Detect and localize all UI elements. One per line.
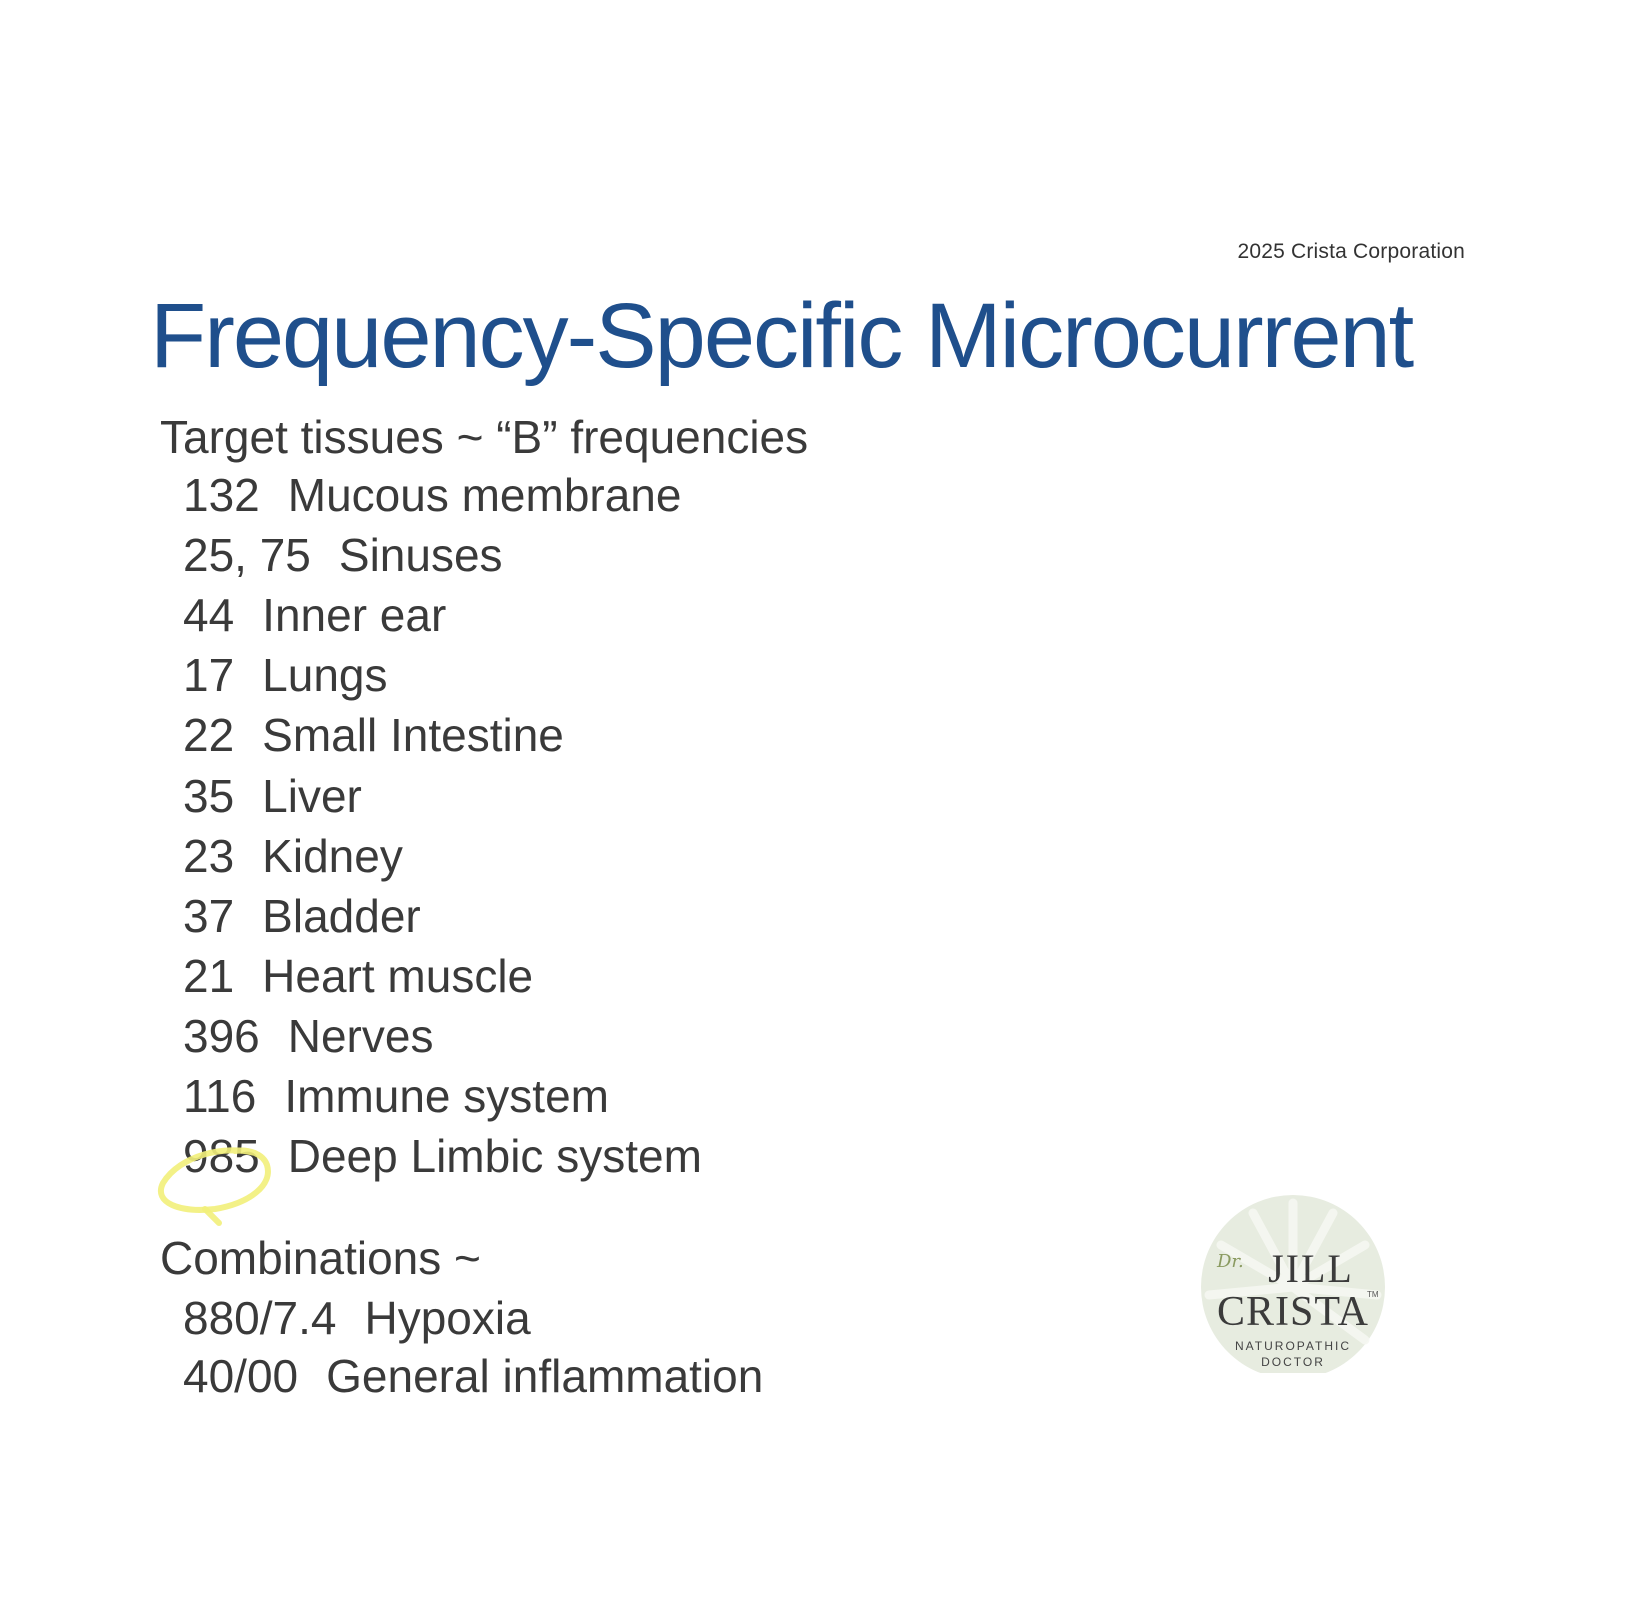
target-row [183,950,534,1002]
frequency-value: 22 [183,709,235,761]
frequency-value: 37 [183,890,235,942]
tissue-label: Lungs [262,649,388,701]
frequency-value: 17 [183,649,235,701]
target-row [183,589,447,641]
target-row [183,709,564,761]
logo-trademark: TM [1367,1290,1379,1299]
target-row [183,529,503,581]
frequency-value: 40/00 [183,1350,299,1402]
logo-first-name: JILL [1268,1246,1354,1291]
frequency-value: 35 [183,770,235,822]
combination-row [183,1350,764,1402]
tissue-label: Liver [262,770,362,822]
copyright-notice: 2025 Crista Corporation [1237,240,1465,263]
tissue-label: Inner ear [262,589,447,641]
frequency-value: 880/7.4 [183,1292,337,1344]
logo-dr-prefix: Dr. [1217,1251,1244,1272]
frequency-value: 116 [183,1070,257,1122]
frequency-value: 23 [183,830,235,882]
tissue-label: Nerves [287,1010,434,1062]
target-tissues-heading: Target tissues ~ “B” frequencies [160,411,809,463]
tissue-label: Sinuses [338,529,503,581]
frequency-value: 132 [183,469,260,521]
page-title: Frequency-Specific Microcurrent [150,285,1413,387]
logo-subtitle-line-2: DOCTOR [1261,1355,1325,1369]
tissue-label: Hypoxia [364,1292,531,1344]
tissue-label: General inflammation [326,1350,764,1402]
frequency-value: 44 [183,589,235,641]
frequency-value: 25, 75 [183,529,311,581]
tissue-label: Kidney [262,830,403,882]
frequency-value: 985 [183,1130,260,1182]
tissue-label: Immune system [284,1070,609,1122]
target-row [183,649,388,701]
target-row [183,1070,609,1122]
tissue-label: Heart muscle [262,950,534,1002]
logo-subtitle-line-1: NATUROPATHIC [1235,1339,1351,1353]
combinations-heading: Combinations ~ [160,1232,481,1284]
target-row [183,469,682,521]
target-row [183,830,403,882]
logo-last-name: CRISTA [1217,1289,1369,1335]
tissue-label: Small Intestine [262,709,564,761]
target-row [183,890,421,942]
target-row [183,1010,434,1062]
frequency-value: 21 [183,950,235,1002]
tissue-label: Mucous membrane [287,469,682,521]
tissue-label: Deep Limbic system [287,1130,702,1182]
tissue-label: Bladder [262,890,421,942]
dr-jill-crista-logo [1193,1195,1393,1380]
highlight-circle-annotation [155,1143,280,1228]
combination-row [183,1292,531,1344]
frequency-value: 396 [183,1010,260,1062]
target-row [183,770,362,822]
